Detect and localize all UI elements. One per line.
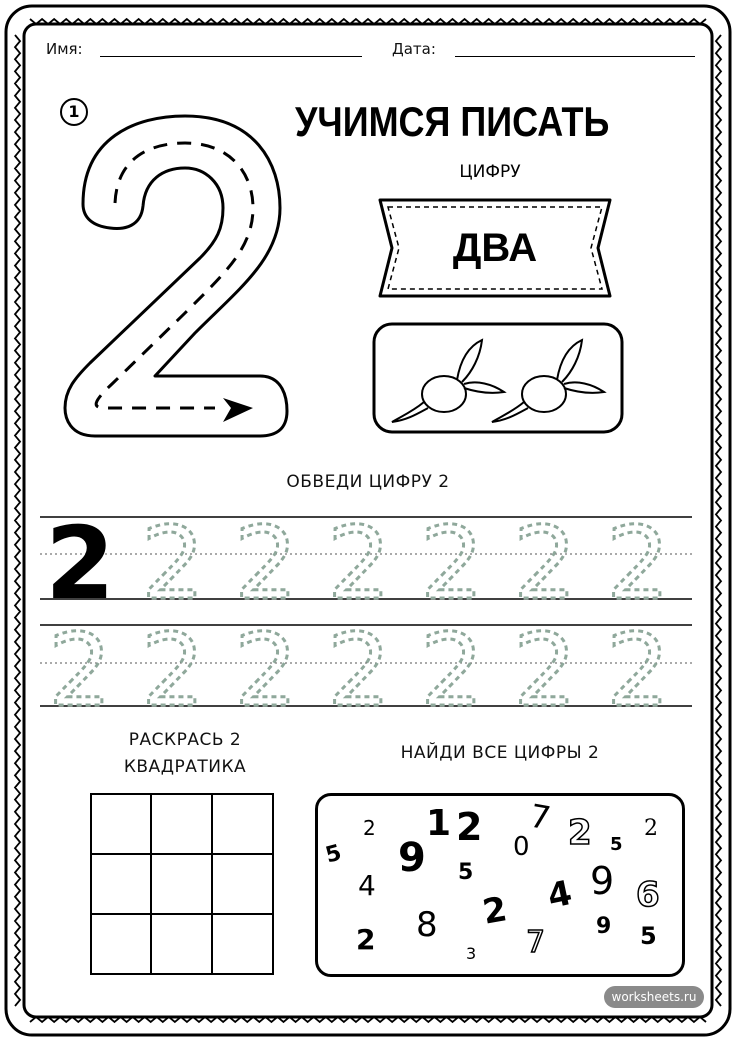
scatter-number[interactable]: 5 (322, 840, 345, 869)
trace-digit[interactable]: 2 (141, 512, 205, 622)
color-grid[interactable] (90, 793, 274, 975)
trace-digit[interactable]: 2 (141, 612, 205, 712)
scatter-number[interactable]: 4 (544, 872, 576, 918)
radish-icon (392, 340, 504, 422)
scatter-number[interactable]: 5 (610, 834, 623, 855)
trace-digit[interactable]: 2 (606, 512, 670, 622)
scatter-number[interactable]: 2 (479, 889, 510, 933)
scatter-number[interactable]: 9 (590, 859, 615, 903)
radish-icon (492, 340, 604, 422)
find-task-caption: НАЙДИ ВСЕ ЦИФРЫ 2 (400, 743, 600, 763)
trace-digit[interactable]: 2 (234, 512, 298, 622)
name-field[interactable] (100, 56, 362, 57)
scatter-number[interactable]: 5 (640, 922, 657, 950)
trace-digit[interactable]: 2 (513, 612, 577, 712)
trace-digit[interactable]: 2 (420, 612, 484, 712)
scatter-number[interactable]: 6 (636, 875, 660, 915)
radish-picture-box (372, 322, 624, 434)
scatter-number[interactable]: 9 (398, 835, 426, 881)
scatter-number[interactable]: 4 (358, 869, 376, 902)
watermark-badge: worksheets.ru (604, 986, 704, 1008)
scatter-number[interactable]: 2 (456, 805, 483, 849)
scatter-number[interactable]: 2 (356, 923, 376, 956)
scatter-number[interactable]: 9 (596, 914, 612, 939)
color-task-caption-2: КВАДРАТИКА (123, 757, 247, 777)
trace-digit[interactable]: 2 (420, 512, 484, 622)
trace-digit[interactable]: 2 (234, 612, 298, 712)
page-subtitle: ЦИФРУ (459, 162, 521, 182)
scatter-number[interactable]: 2 (363, 816, 376, 840)
digit-word: ДВА (452, 226, 538, 270)
scatter-number[interactable]: 7 (526, 925, 546, 960)
trace-digit[interactable]: 2 (327, 612, 391, 712)
trace-digit[interactable]: 2 (606, 612, 670, 712)
page-title: УЧИМСЯ ПИСАТЬ (295, 98, 610, 146)
scatter-number[interactable]: 3 (466, 944, 477, 963)
scatter-number[interactable]: 5 (458, 860, 474, 885)
find-numbers-box (315, 793, 685, 977)
trace-digit[interactable]: 2 (327, 512, 391, 622)
scatter-number[interactable]: 8 (416, 905, 438, 945)
date-label: Дата: (392, 40, 436, 58)
trace-caption: ОБВЕДИ ЦИФРУ 2 (286, 472, 450, 492)
scatter-number[interactable]: 1 (426, 803, 452, 844)
scatter-number[interactable]: 2 (644, 816, 658, 841)
trace-digit[interactable]: 2 (48, 612, 112, 712)
step-number: 1 (60, 98, 88, 126)
name-label: Имя: (46, 40, 83, 58)
date-field[interactable] (455, 56, 695, 57)
scatter-number[interactable]: 7 (526, 796, 554, 838)
trace-digit[interactable]: 2 (45, 512, 115, 622)
color-task-caption-1: РАСКРАСЬ 2 (128, 730, 242, 750)
scatter-number[interactable]: 2 (568, 813, 592, 853)
scatter-number[interactable]: 0 (513, 832, 530, 862)
big-digit-outline (55, 108, 295, 443)
trace-digit[interactable]: 2 (513, 512, 577, 622)
trace-rows (40, 512, 696, 712)
